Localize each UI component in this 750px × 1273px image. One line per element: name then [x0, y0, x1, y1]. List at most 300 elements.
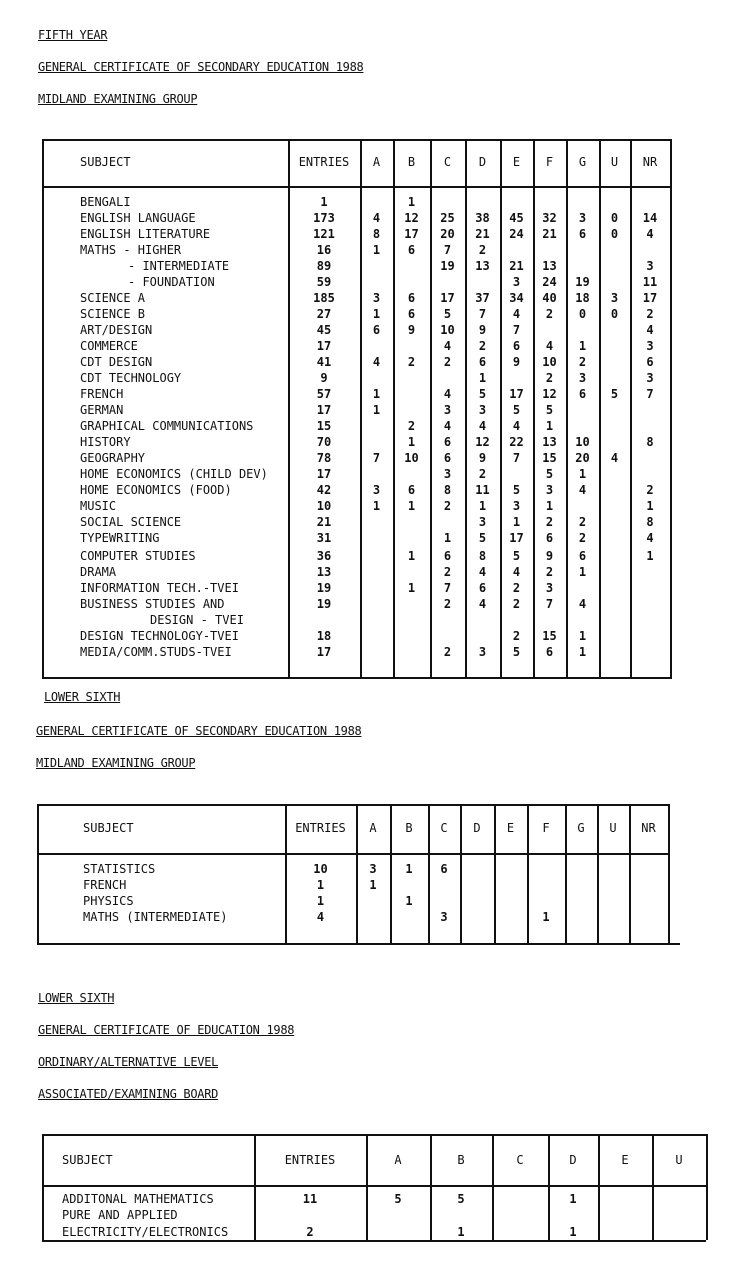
row-value-entries: 17: [316, 403, 332, 417]
row-value-f: 2: [545, 515, 554, 529]
column-header-b: B: [405, 821, 413, 835]
row-value-e: 24: [509, 227, 524, 241]
row-value-g: 18: [575, 291, 590, 305]
table-column-rule-11: [668, 804, 670, 943]
row-value-c: 10: [440, 323, 455, 337]
section2-heading-year: LOWER SIXTH: [44, 690, 121, 704]
column-header-c: C: [440, 821, 448, 835]
row-subject: COMPUTER STUDIES: [80, 549, 196, 563]
row-subject: MEDIA/COMM.STUDS-TVEI: [80, 645, 232, 659]
row-value-u: 5: [610, 387, 619, 401]
row-value-a: 1: [372, 403, 381, 417]
row-value-nr: 8: [646, 515, 654, 529]
column-header-subject: SUBJECT: [83, 821, 134, 835]
row-value-d: 13: [475, 259, 490, 273]
row-value-e: 5: [512, 549, 521, 563]
row-value-e: 9: [512, 355, 521, 369]
row-subject: TYPEWRITING: [80, 531, 160, 545]
row-subject: ENGLISH LITERATURE: [80, 227, 211, 241]
section1-heading-exam: GENERAL CERTIFICATE OF SECONDARY EDUCATION 1988: [38, 60, 364, 74]
row-value-f: 4: [545, 339, 554, 353]
row-value-b: 1: [407, 549, 416, 563]
row-value-e: 5: [512, 645, 521, 659]
row-subject: ENGLISH LANGUAGE: [80, 211, 196, 225]
row-value-nr: 1: [646, 549, 654, 563]
column-header-d: D: [478, 155, 487, 169]
row-value-d: 9: [478, 323, 487, 337]
row-value-entries: 173: [313, 211, 335, 225]
column-header-g: G: [578, 155, 587, 169]
row-value-nr: 3: [646, 339, 654, 353]
row-value-u: 0: [610, 211, 619, 225]
row-value-d: 12: [475, 435, 490, 449]
row-value-a: 5: [394, 1192, 402, 1206]
table-column-rule-0: [37, 804, 39, 943]
table-column-rule-0: [42, 139, 44, 677]
row-value-entries: 2: [306, 1225, 314, 1239]
row-value-g: 2: [578, 515, 587, 529]
row-value-entries: 78: [316, 451, 332, 465]
row-subject: MATHS (INTERMEDIATE): [83, 910, 228, 924]
row-subject: FRENCH: [80, 387, 124, 401]
row-value-b: 1: [407, 499, 416, 513]
column-header-u: U: [675, 1153, 683, 1167]
column-header-u: U: [609, 821, 617, 835]
row-subject: - INTERMEDIATE: [128, 259, 230, 273]
row-value-entries: 21: [316, 515, 332, 529]
row-value-d: 3: [478, 515, 487, 529]
row-value-entries: 89: [316, 259, 332, 273]
row-value-entries: 45: [316, 323, 332, 337]
row-value-a: 1: [372, 387, 381, 401]
row-value-g: 1: [578, 645, 587, 659]
row-value-e: 17: [509, 531, 524, 545]
row-value-d: 2: [478, 467, 487, 481]
row-value-entries: 4: [316, 910, 325, 924]
column-header-g: G: [577, 821, 585, 835]
row-value-g: 20: [575, 451, 590, 465]
column-header-e: E: [506, 821, 515, 835]
row-value-d: 11: [475, 483, 490, 497]
row-subject: INFORMATION TECH.-TVEI: [80, 581, 239, 595]
row-value-nr: 2: [646, 483, 654, 497]
section2-heading-board: MIDLAND EXAMINING GROUP: [36, 756, 196, 770]
section3-heading-exam: GENERAL CERTIFICATE OF EDUCATION 1988: [38, 1023, 295, 1037]
row-value-b: 5: [457, 1192, 465, 1206]
column-header-entries: ENTRIES: [298, 155, 350, 169]
table-top-border: [42, 1134, 706, 1136]
column-header-f: F: [545, 155, 554, 169]
row-value-entries: 185: [313, 291, 335, 305]
row-value-entries: 31: [316, 531, 332, 545]
row-value-entries: 9: [320, 371, 328, 385]
row-value-d: 6: [478, 355, 487, 369]
row-value-g: 19: [575, 275, 590, 289]
table-column-rule-8: [706, 1134, 708, 1240]
row-value-c: 2: [443, 645, 452, 659]
row-value-entries: 10: [316, 499, 332, 513]
row-value-nr: 8: [646, 435, 654, 449]
row-value-entries: 17: [316, 339, 332, 353]
row-value-nr: 17: [642, 291, 658, 305]
row-subject: PHYSICS: [83, 894, 134, 908]
row-value-d: 37: [475, 291, 490, 305]
row-value-u: 3: [610, 291, 619, 305]
column-header-c: C: [443, 155, 452, 169]
row-value-c: 6: [443, 451, 452, 465]
row-value-b: 12: [404, 211, 419, 225]
table-column-rule-7: [652, 1134, 654, 1240]
row-value-entries: 13: [316, 565, 332, 579]
row-value-f: 5: [545, 403, 554, 417]
row-value-nr: 7: [646, 387, 654, 401]
row-value-g: 1: [578, 467, 587, 481]
row-value-f: 2: [545, 565, 554, 579]
row-value-f: 5: [545, 467, 554, 481]
row-value-d: 8: [478, 549, 487, 563]
row-value-c: 2: [443, 355, 452, 369]
row-value-u: 0: [610, 307, 619, 321]
row-subject: MUSIC: [80, 499, 117, 513]
row-subject: BUSINESS STUDIES AND: [80, 597, 225, 611]
row-value-e: 7: [512, 451, 521, 465]
row-value-e: 7: [512, 323, 521, 337]
row-value-nr: 4: [646, 323, 654, 337]
row-value-f: 32: [542, 211, 557, 225]
column-header-nr: NR: [642, 155, 658, 169]
row-value-g: 1: [578, 339, 587, 353]
column-header-nr: NR: [641, 821, 656, 835]
table-bottom-border: [42, 1240, 706, 1242]
row-value-e: 4: [512, 307, 521, 321]
row-value-g: 2: [578, 355, 587, 369]
row-value-g: 6: [578, 227, 587, 241]
row-value-e: 2: [512, 581, 521, 595]
row-value-entries: 1: [316, 878, 325, 892]
row-value-a: 3: [369, 862, 377, 876]
row-value-f: 7: [545, 597, 554, 611]
row-value-d: 1: [478, 371, 487, 385]
section1-heading-year: FIFTH YEAR: [38, 28, 108, 42]
row-value-entries: 17: [316, 645, 332, 659]
row-value-c: 8: [443, 483, 452, 497]
row-value-e: 17: [509, 387, 524, 401]
table-column-rule-0: [42, 1134, 44, 1240]
row-value-c: 20: [440, 227, 455, 241]
row-value-d: 2: [478, 243, 487, 257]
row-subject: BENGALI: [80, 195, 131, 209]
row-value-f: 2: [545, 371, 554, 385]
row-value-a: 7: [372, 451, 381, 465]
row-subject: SCIENCE A: [80, 291, 146, 305]
row-value-e: 3: [512, 499, 521, 513]
row-value-g: 3: [578, 371, 587, 385]
row-subject: ADDITONAL MATHEMATICS: [62, 1192, 214, 1206]
row-value-nr: 1: [646, 499, 654, 513]
row-value-f: 1: [545, 419, 554, 433]
row-value-entries: 59: [316, 275, 332, 289]
row-value-a: 1: [372, 307, 381, 321]
row-value-d: 9: [478, 451, 487, 465]
row-value-b: 17: [404, 227, 419, 241]
row-value-b: 6: [407, 307, 416, 321]
row-value-entries: 11: [302, 1192, 318, 1206]
section3-heading-year: LOWER SIXTH: [38, 991, 115, 1005]
row-value-c: 4: [443, 339, 452, 353]
row-value-e: 34: [509, 291, 524, 305]
row-value-entries: 17: [316, 467, 332, 481]
row-value-entries: 36: [316, 549, 332, 563]
row-value-g: 2: [578, 531, 587, 545]
row-value-nr: 4: [646, 227, 654, 241]
row-subject: CDT TECHNOLOGY: [80, 371, 182, 385]
table-header-divider: [37, 853, 668, 855]
table-header-divider: [42, 1185, 706, 1187]
row-value-b: 1: [407, 581, 416, 595]
table-bottom-border: [37, 943, 680, 945]
row-value-f: 15: [542, 451, 557, 465]
row-value-c: 7: [443, 243, 452, 257]
row-value-f: 6: [545, 645, 554, 659]
row-value-d: 4: [478, 419, 487, 433]
row-value-b: 1: [457, 1225, 465, 1239]
row-value-a: 1: [369, 878, 377, 892]
row-value-entries: 19: [316, 581, 332, 595]
row-value-e: 21: [509, 259, 524, 273]
row-value-b: 10: [404, 451, 419, 465]
row-value-e: 5: [512, 403, 521, 417]
table-top-border: [42, 139, 670, 141]
row-subject: ELECTRICITY/ELECTRONICS: [62, 1225, 229, 1239]
row-value-entries: 18: [316, 629, 332, 643]
row-value-c: 7: [443, 581, 452, 595]
row-value-nr: 2: [646, 307, 654, 321]
row-value-f: 1: [542, 910, 550, 924]
row-value-c: 6: [440, 862, 448, 876]
row-subject: PURE AND APPLIED: [62, 1208, 178, 1222]
row-value-a: 8: [372, 227, 381, 241]
row-value-entries: 19: [316, 597, 332, 611]
row-value-d: 4: [478, 597, 487, 611]
row-value-g: 1: [578, 565, 587, 579]
row-value-b: 6: [407, 291, 416, 305]
row-value-e: 3: [512, 275, 521, 289]
section2-heading-exam: GENERAL CERTIFICATE OF SECONDARY EDUCATION 1988: [36, 724, 362, 738]
column-header-b: B: [407, 155, 416, 169]
column-header-a: A: [369, 821, 377, 835]
row-value-nr: 6: [646, 355, 654, 369]
row-subject: MATHS - HIGHER: [80, 243, 182, 257]
row-subject: SOCIAL SCIENCE: [80, 515, 182, 529]
row-value-d: 38: [475, 211, 490, 225]
row-value-entries: 42: [316, 483, 332, 497]
row-value-g: 6: [578, 387, 587, 401]
row-value-nr: 3: [646, 259, 654, 273]
row-value-f: 13: [542, 435, 557, 449]
row-value-e: 45: [509, 211, 524, 225]
row-value-f: 13: [542, 259, 557, 273]
row-value-g: 1: [578, 629, 587, 643]
row-value-entries: 15: [316, 419, 332, 433]
row-value-c: 25: [440, 211, 455, 225]
row-subject: SCIENCE B: [80, 307, 146, 321]
row-value-d: 4: [478, 565, 487, 579]
table-top-border: [37, 804, 668, 806]
row-subject: HISTORY: [80, 435, 131, 449]
row-value-a: 3: [372, 483, 381, 497]
row-value-f: 12: [542, 387, 557, 401]
row-value-u: 4: [610, 451, 619, 465]
row-value-a: 4: [372, 211, 381, 225]
row-subject: FRENCH: [83, 878, 127, 892]
row-value-c: 5: [443, 307, 452, 321]
row-value-e: 2: [512, 597, 521, 611]
row-value-d: 7: [478, 307, 487, 321]
row-subject: HOME ECONOMICS (CHILD DEV): [80, 467, 268, 481]
row-value-c: 2: [443, 597, 452, 611]
column-header-e: E: [512, 155, 521, 169]
row-subject: DRAMA: [80, 565, 117, 579]
column-header-u: U: [610, 155, 619, 169]
row-value-f: 40: [542, 291, 557, 305]
row-value-e: 5: [512, 483, 521, 497]
row-value-nr: 4: [646, 531, 654, 545]
row-value-f: 2: [545, 307, 554, 321]
row-value-e: 1: [512, 515, 521, 529]
row-value-entries: 121: [313, 227, 335, 241]
row-value-entries: 1: [316, 894, 325, 908]
row-value-entries: 1: [320, 195, 328, 209]
row-value-b: 6: [407, 243, 416, 257]
row-value-nr: 11: [642, 275, 658, 289]
row-value-a: 6: [372, 323, 381, 337]
row-value-u: 0: [610, 227, 619, 241]
row-value-entries: 27: [316, 307, 332, 321]
section3-heading-board: ASSOCIATED/EXAMINING BOARD: [38, 1087, 219, 1101]
row-value-b: 1: [407, 195, 416, 209]
row-value-c: 4: [443, 419, 452, 433]
row-value-f: 3: [545, 581, 554, 595]
row-value-c: 2: [443, 565, 452, 579]
row-subject: - FOUNDATION: [128, 275, 215, 289]
column-header-d: D: [569, 1153, 577, 1167]
row-value-f: 24: [542, 275, 557, 289]
row-subject: STATISTICS: [83, 862, 156, 876]
row-value-a: 3: [372, 291, 381, 305]
column-header-a: A: [394, 1153, 402, 1167]
row-value-c: 1: [443, 531, 452, 545]
row-value-entries: 10: [313, 862, 328, 876]
row-value-g: 10: [575, 435, 590, 449]
table-column-rule-2: [366, 1134, 368, 1240]
row-value-d: 1: [478, 499, 487, 513]
row-value-f: 21: [542, 227, 557, 241]
table-column-rule-6: [598, 1134, 600, 1240]
table-column-rule-4: [492, 1134, 494, 1240]
row-value-g: 6: [578, 549, 587, 563]
row-value-nr: 3: [646, 371, 654, 385]
row-value-c: 4: [443, 387, 452, 401]
row-value-d: 1: [569, 1225, 577, 1239]
row-value-c: 6: [443, 549, 452, 563]
table-header-divider: [42, 186, 670, 188]
row-value-b: 1: [407, 435, 416, 449]
row-value-a: 4: [372, 355, 381, 369]
row-value-c: 19: [440, 259, 455, 273]
row-value-b: 2: [407, 355, 416, 369]
row-value-g: 4: [578, 597, 587, 611]
column-header-f: F: [542, 821, 550, 835]
row-value-d: 5: [478, 387, 487, 401]
column-header-subject: SUBJECT: [62, 1153, 113, 1167]
row-value-b: 2: [407, 419, 416, 433]
row-value-c: 3: [443, 467, 452, 481]
row-value-f: 1: [545, 499, 554, 513]
row-subject: COMMERCE: [80, 339, 138, 353]
row-value-entries: 41: [316, 355, 332, 369]
column-header-entries: ENTRIES: [284, 1153, 336, 1167]
row-subject: DESIGN TECHNOLOGY-TVEI: [80, 629, 239, 643]
section3-heading-level: ORDINARY/ALTERNATIVE LEVEL: [38, 1055, 219, 1069]
row-subject: GEOGRAPHY: [80, 451, 146, 465]
row-value-d: 3: [478, 645, 487, 659]
row-value-g: 3: [578, 211, 587, 225]
row-value-e: 2: [512, 629, 521, 643]
row-value-f: 3: [545, 483, 554, 497]
row-value-e: 4: [512, 419, 521, 433]
row-value-f: 10: [542, 355, 557, 369]
column-header-e: E: [621, 1153, 629, 1167]
row-value-c: 3: [443, 403, 452, 417]
row-value-entries: 57: [316, 387, 332, 401]
column-header-entries: ENTRIES: [295, 821, 346, 835]
row-subject: ART/DESIGN: [80, 323, 153, 337]
column-header-b: B: [457, 1153, 465, 1167]
row-subject: GERMAN: [80, 403, 124, 417]
row-value-c: 3: [440, 910, 448, 924]
column-header-c: C: [516, 1153, 524, 1167]
row-value-d: 3: [478, 403, 487, 417]
section1-heading-board: MIDLAND EXAMINING GROUP: [38, 92, 198, 106]
row-value-b: 1: [405, 862, 413, 876]
row-value-entries: 16: [316, 243, 332, 257]
row-value-b: 6: [407, 483, 416, 497]
row-value-f: 9: [545, 549, 554, 563]
column-header-subject: SUBJECT: [80, 155, 131, 169]
row-subject: CDT DESIGN: [80, 355, 153, 369]
row-subject: DESIGN - TVEI: [150, 613, 244, 627]
row-value-b: 9: [407, 323, 416, 337]
row-value-d: 1: [569, 1192, 577, 1206]
row-value-entries: 70: [316, 435, 332, 449]
row-value-d: 21: [475, 227, 490, 241]
row-value-a: 1: [372, 243, 381, 257]
row-subject: HOME ECONOMICS (FOOD): [80, 483, 232, 497]
row-value-c: 17: [440, 291, 455, 305]
row-value-d: 6: [478, 581, 487, 595]
column-header-d: D: [473, 821, 481, 835]
row-value-nr: 14: [642, 211, 658, 225]
row-value-f: 15: [542, 629, 557, 643]
row-value-d: 2: [478, 339, 487, 353]
row-value-b: 1: [405, 894, 413, 908]
row-value-g: 4: [578, 483, 587, 497]
row-value-e: 6: [512, 339, 521, 353]
table-bottom-border: [42, 677, 672, 679]
row-value-c: 2: [443, 499, 452, 513]
row-value-a: 1: [372, 499, 381, 513]
row-subject: GRAPHICAL COMMUNICATIONS: [80, 419, 254, 433]
